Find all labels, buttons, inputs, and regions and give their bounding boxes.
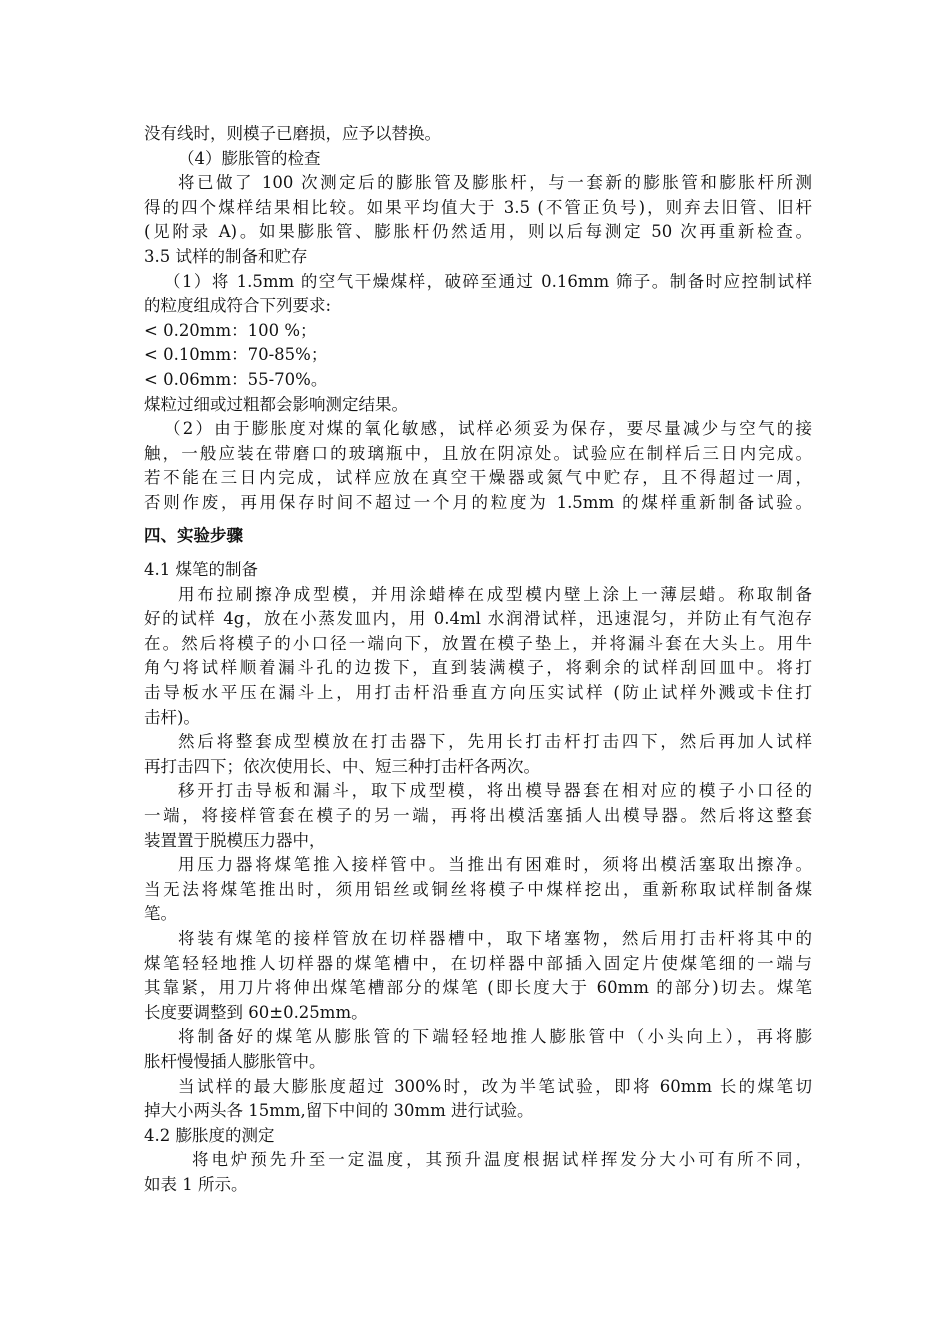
text-line: < 0.20mm：100 %；: [144, 320, 317, 340]
text-line: 当无法将煤笔推出时，须用铝丝或铜丝将模子中煤样挖出，重新称取试样制备煤: [144, 879, 812, 899]
text-line: (见附录 A)。如果膨胀管、膨胀杆仍然适用，则以后每测定 50 次再重新检查。: [144, 222, 812, 242]
text-line: 在。然后将模子的小口径一端向下，放置在模子垫上，并将漏斗套在大头上。用牛: [144, 633, 812, 653]
text-line: 一端，将接样管套在模子的另一端，再将出模活塞插人出模导器。然后将这整套: [144, 806, 812, 826]
text-line: （1）将 1.5mm 的空气干燥煤样，破碎至通过 0.16mm 筛子。制备时应控制试样: [164, 271, 812, 291]
text-line: 笔。: [144, 904, 177, 924]
text-line: 然后将整套成型模放在打击器下，先用长打击杆打击四下，然后再加人试样: [178, 732, 812, 752]
text-line: 将已做了 100 次测定后的膨胀管及膨胀杆，与一套新的膨胀管和膨胀杆所测: [178, 173, 812, 193]
text-line: 角勺将试样顺着漏斗孔的边拨下，直到装满模子，将剩余的试样刮回皿中。将打: [144, 658, 812, 678]
text-line: 用压力器将煤笔推入接样管中。当推出有困难时，须将出模活塞取出擦净。: [178, 855, 812, 875]
text-line: 装置置于脱模压力器中，: [144, 830, 326, 850]
text-line: 当试样的最大膨胀度超过 300%时，改为半笔试验，即将 60mm 长的煤笔切: [178, 1076, 812, 1096]
text-line: < 0.06mm：55-70%。: [144, 369, 328, 389]
text-line: 如表 1 所示。: [144, 1174, 248, 1194]
text-line: 触，一般应装在带磨口的玻璃瓶中，且放在阴凉处。试验应在制样后三日内完成。: [144, 443, 812, 463]
text-line: 将电炉预先升至一定温度，其预升温度根据试样挥发分大小可有所不同，: [192, 1150, 812, 1170]
text-line: 胀杆慢慢插人膨胀管中。: [144, 1051, 326, 1071]
text-line: 煤笔轻轻地推人切样器的煤笔槽中，在切样器中部插入固定片使煤笔细的一端与: [144, 953, 812, 973]
section-heading: 四、实验步骤: [144, 525, 243, 545]
text-line: 击导板水平压在漏斗上，用打击杆沿垂直方向压实试样 (防止试样外溅或卡住打: [144, 683, 812, 703]
text-line: 移开打击导板和漏斗，取下成型模，将出模导器套在相对应的模子小口径的: [178, 781, 812, 801]
text-line: 用布拉刷擦净成型模，并用涂蜡棒在成型模内壁上涂上一薄层蜡。称取制备: [178, 584, 812, 604]
text-line: < 0.10mm：70-85%；: [144, 345, 328, 365]
text-line: 煤粒过细或过粗都会影响测定结果。: [144, 394, 408, 414]
text-line: 的粒度组成符合下列要求:: [144, 296, 332, 316]
text-line: 没有线时，则模子已磨损，应予以替换。: [144, 124, 441, 143]
text-line: 将制备好的煤笔从膨胀管的下端轻轻地推人膨胀管中（小头向上），再将膨: [178, 1027, 812, 1047]
text-line: 掉大小两头各 15mm,留下中间的 30mm 进行试验。: [144, 1101, 534, 1121]
text-line: 否则作废，再用保存时间不超过一个月的粒度为 1.5mm 的煤样重新制备试验。: [144, 492, 812, 512]
subheading-expansion-tube-check: （4）膨胀管的检查: [178, 148, 321, 168]
text-line: 若不能在三日内完成，试样应放在真空干燥器或氮气中贮存，且不得超过一周，: [144, 468, 812, 488]
subheading-expansion-measurement: 4.2 膨胀度的测定: [144, 1125, 275, 1145]
text-line: 其靠紧，用刀片将伸出煤笔槽部分的煤笔 (即长度大于 60mm 的部分)切去。煤笔: [144, 978, 812, 998]
text-line: 好的试样 4g，放在小蒸发皿内，用 0.4ml 水润滑试样，迅速混匀，并防止有气泡存: [144, 609, 812, 629]
text-line: 长度要调整到 60±0.25mm。: [144, 1002, 368, 1022]
text-line: 得的四个煤样结果相比较。如果平均值大于 3.5 (不管正负号)，则弃去旧管、旧杆: [144, 197, 812, 217]
text-line: （2）由于膨胀度对煤的氧化敏感，试样必须妥为保存，要尽量减少与空气的接: [164, 419, 812, 439]
text-line: 再打击四下；依次使用长、中、短三种打击杆各两次。: [144, 756, 540, 776]
subheading-sample-prep: 3.5 试样的制备和贮存: [144, 246, 308, 266]
text-line: 击杆)。: [144, 707, 200, 727]
subheading-coal-pencil-prep: 4.1 煤笔的制备: [144, 560, 258, 580]
document-page: [144, 122, 812, 1198]
text-line: 将装有煤笔的接样管放在切样器槽中，取下堵塞物，然后用打击杆将其中的: [178, 929, 812, 948]
